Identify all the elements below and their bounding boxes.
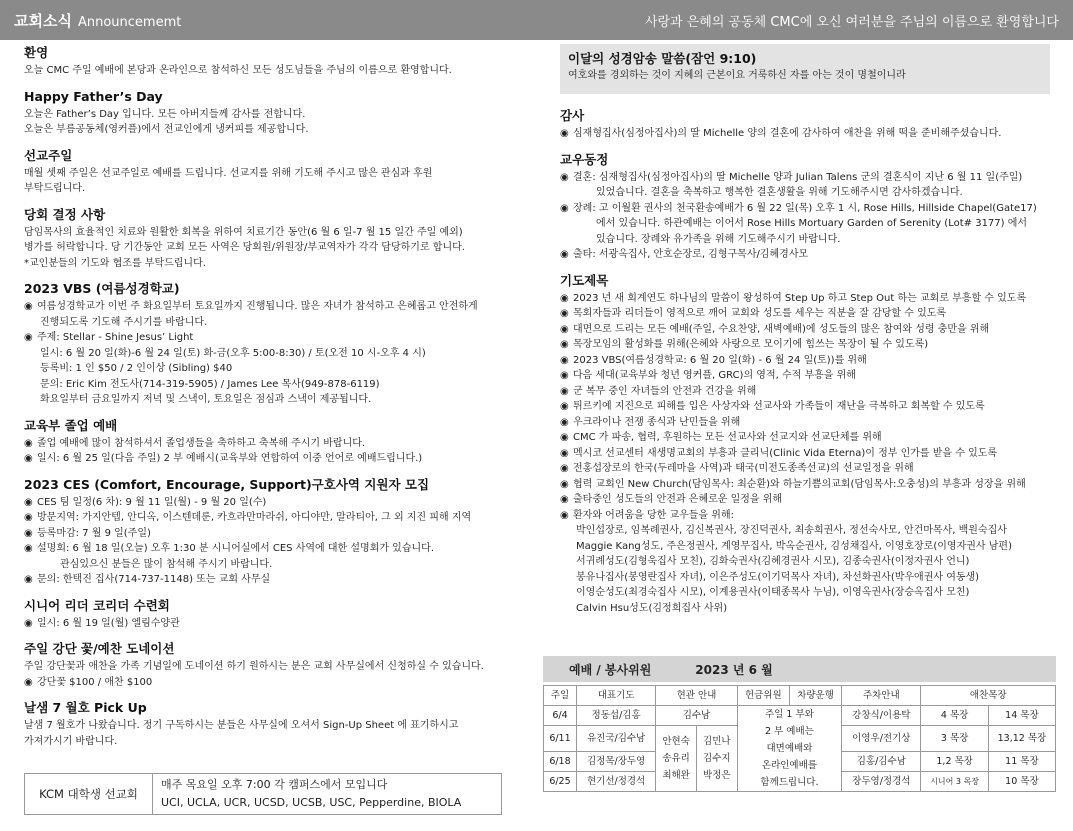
line-text: 목장모임의 활성화를 위해(은혜와 사랑으로 모이기에 힘쓰는 목장이 될 수 있도록) <box>573 339 929 350</box>
bullet-icon: ◉ <box>24 453 33 464</box>
line-text: 일시: 6 월 19 일(월) 엘림수양관 <box>37 617 180 629</box>
line-text: 2023 년 새 회계연도 하나님의 말씀이 왕성하여 Step Up 하고 Step Out 하는 교회로 부흥할 수 있도록 <box>573 292 1027 304</box>
section-line <box>24 616 524 632</box>
line-text: 날샘 7 월호가 나왔습니다. 정기 구독하시는 분들은 사무실에 오셔서 Sign-Up Sheet 에 표기하시고 <box>24 720 459 731</box>
bullet-icon: ◉ <box>560 308 569 319</box>
header-welcome: 사랑과 은혜의 공동체 CMC에 오신 여러분을 주님의 이름으로 환영합니다 <box>644 14 1059 30</box>
section-title: 주일 강단 꽃/예찬 도네이션 <box>24 641 175 656</box>
section-line <box>560 508 1060 524</box>
cell-date: 6/11 <box>544 726 577 752</box>
usher-name: 김민나 <box>703 736 731 747</box>
cell-meal1: 3 목장 <box>921 726 988 752</box>
section <box>24 476 524 588</box>
line-text: Calvin Hsu성도(김정희집사 사위) <box>576 602 728 614</box>
section <box>24 206 524 272</box>
right-column <box>560 107 1060 625</box>
section-line <box>560 322 1060 338</box>
kcm-label: KCM 대학생 선교회 <box>25 774 153 814</box>
cell-parking: 이영우/전기상 <box>842 726 921 752</box>
line-text: 군 복무 중인 자녀들의 안전과 건강을 위해 <box>573 385 757 397</box>
bullet-icon: ◉ <box>24 437 33 449</box>
bullet-icon: ◉ <box>24 574 33 585</box>
line-text: 문의: 한택진 집사(714-737-1148) 또는 교회 사무실 <box>37 574 271 585</box>
cell-meal1: 1,2 목장 <box>921 752 988 772</box>
section-line <box>24 225 524 241</box>
section <box>24 597 524 632</box>
bullet-icon: ◉ <box>560 432 569 443</box>
cell-parking: 강창식/이용탁 <box>842 706 921 726</box>
section <box>24 44 524 79</box>
section-line <box>24 541 524 557</box>
cell-meal2: 13,12 목장 <box>988 726 1055 752</box>
cell-parking: 장두영/정경석 <box>842 772 921 792</box>
cell-prayer: 정동섭/김홍 <box>576 706 655 726</box>
bullet-icon: ◉ <box>560 509 569 521</box>
th-parking: 주차안내 <box>842 686 921 706</box>
bullet-icon: ◉ <box>24 617 33 629</box>
offering-line: 온라인예배를 <box>761 760 817 771</box>
section <box>24 417 524 467</box>
bullet-icon: ◉ <box>24 676 33 688</box>
kcm-box <box>24 773 502 815</box>
th-meal: 애찬목장 <box>921 686 1056 706</box>
header-title <box>0 10 181 31</box>
section-line <box>560 216 1060 232</box>
bullet-icon: ◉ <box>560 370 569 381</box>
bullet-icon: ◉ <box>24 332 33 343</box>
line-text: 이영순성도(최경숙집사 시모), 이계용권사(이태종목사 누님), 이영옥권사(장승옥집사 모친) <box>576 587 970 598</box>
line-text: 결혼: 심재형집사(심정아집사)의 딸 Michelle 양과 Julian Talens 군의 결혼식이 지난 6 월 11 일(주일) <box>573 171 1023 183</box>
section-line <box>24 436 524 452</box>
bullet-icon: ◉ <box>24 496 33 508</box>
line-text: 가져가시기 바랍니다. <box>24 735 118 747</box>
section-line <box>24 718 524 734</box>
service-month: 2023 년 6 월 <box>695 662 773 677</box>
bullet-icon: ◉ <box>560 447 569 459</box>
cell-meal1: 시니어 3 목장 <box>921 772 988 792</box>
line-text: 에서 있습니다. 하관예배는 이어서 Rose Hills Mortuary Garden of Serenity (Lot# 3177) 에서 <box>596 218 1028 229</box>
line-text: 서귀례성도(김형욱집사 모친), 김화숙권사(김혜경권사 시모), 김종숙권사(이정자권사 언니) <box>576 556 970 567</box>
line-text: 있었습니다. 결혼을 축복하고 행복한 결혼생활을 위해 기도해주시면 감사하겠습니다. <box>596 187 963 198</box>
section <box>560 272 1060 617</box>
usher-name: 최해완 <box>662 770 690 781</box>
section-line <box>24 675 524 691</box>
th-offering: 헌금위원 <box>737 686 789 706</box>
section-title: 교우동정 <box>560 151 609 167</box>
verse-text: 여호와를 경외하는 것이 지혜의 근본이요 거룩하신 자를 아는 것이 명철이니라 <box>568 70 906 81</box>
cell-parking: 김홍/김수남 <box>842 752 921 772</box>
offering-line: 2 부 예배는 <box>765 726 814 737</box>
verse-title: 이달의 성경암송 말씀(잠언 9:10) <box>568 51 757 66</box>
section-title: 당회 결정 사항 <box>24 206 106 222</box>
section-line <box>24 495 524 511</box>
cell-meal2: 11 목장 <box>988 752 1055 772</box>
offering-line: 대면예배와 <box>766 743 813 754</box>
th-car: 차량운행 <box>789 686 841 706</box>
kcm-text <box>153 774 461 814</box>
section-line <box>560 570 1060 586</box>
section-line <box>24 107 524 123</box>
service-header <box>543 656 1056 682</box>
section-line <box>560 201 1060 217</box>
line-text: 협력 교회인 New Church(담임목사: 최순환)와 하늘기쁨의교회(담임목사:오충성)의 부흥과 성장을 위해 <box>573 478 1026 490</box>
bullet-icon: ◉ <box>560 128 569 139</box>
offering-line: 함께드립니다. <box>760 777 819 788</box>
section-line <box>560 430 1060 446</box>
table-row <box>544 706 1056 726</box>
section-line <box>560 384 1060 400</box>
section-line <box>560 306 1060 322</box>
header-title-en: Announcememt <box>77 14 182 30</box>
section-line <box>560 446 1060 462</box>
section-line <box>24 526 524 542</box>
cell-prayer: 유진국/김수남 <box>576 726 655 752</box>
line-text: 졸업 예배에 많이 참석하셔서 졸업생들을 축하하고 축복해 주시기 바랍니다. <box>37 437 366 449</box>
section-line <box>560 232 1060 248</box>
section-line <box>560 477 1060 493</box>
section-line <box>560 368 1060 384</box>
line-text: 봉유나집사(봉영란집사 자녀), 이은주성도(이기덕목사 자녀), 차선화권사(박우애권사 여동생) <box>576 571 980 583</box>
section-line <box>24 557 524 573</box>
line-text: 있습니다. 장례와 유가족을 위해 기도해주시기 바랍니다. <box>596 233 841 245</box>
section-title: 시니어 리더 코리더 수련회 <box>24 597 170 613</box>
section-line <box>24 256 524 272</box>
line-text: 부탁드립니다. <box>24 183 86 194</box>
bullet-icon: ◉ <box>560 323 569 335</box>
section-line <box>24 63 524 79</box>
usher-name: 송유리 <box>662 753 690 764</box>
line-text: 등록비: 1 인 $50 / 2 인이상 (Sibling) $40 <box>40 363 233 374</box>
line-text: 멕시코 선교센터 새생명교회의 부흥과 클리닉(Clinic Vida Eterna)이 정부 인가를 받을 수 있도록 <box>573 447 998 459</box>
line-text: 일시: 6 월 20 일(화)-6 월 24 일(토) 화-금(오후 5:00-8:30) / 토(오전 10 시-오후 4 시) <box>40 347 426 359</box>
line-text: 강단꽃 $100 / 애찬 $100 <box>37 676 153 688</box>
line-text: 출타: 서광옥집사, 안호순장로, 김형구목사/김혜경사모 <box>573 249 809 260</box>
section-title: 2023 VBS (여름성경학교) <box>24 281 180 296</box>
section-line <box>560 337 1060 353</box>
service-title: 예배 / 봉사위원 <box>569 662 652 677</box>
bullet-icon: ◉ <box>560 249 569 260</box>
section-line <box>24 181 524 197</box>
bullet-icon: ◉ <box>560 478 569 490</box>
cell-offering <box>737 706 842 792</box>
section-line <box>24 315 524 331</box>
cell-meal1: 4 목장 <box>921 706 988 726</box>
service-table <box>543 685 1056 792</box>
kcm-line1: 매주 목요일 오후 7:00 각 캠퍼스에서 모입니다 <box>161 778 388 791</box>
bullet-icon: ◉ <box>24 527 33 539</box>
line-text: *교인분들의 기도와 협조를 부탁드립니다. <box>24 257 206 269</box>
section <box>560 151 1060 263</box>
line-text: 문의: Eric Kim 전도사(714-319-5905) / James Lee 목사(949-878-6119) <box>40 378 380 390</box>
bullet-icon: ◉ <box>24 543 33 554</box>
section <box>24 699 524 749</box>
line-text: 방문지역: 가지안텝, 안디옥, 이스텐데룬, 카흐라만마라쉬, 아디야만, 말라티아, 그 외 지진 피해 지역 <box>37 512 472 523</box>
section-line <box>24 122 524 138</box>
section-line <box>560 247 1060 263</box>
left-column <box>24 44 524 758</box>
bullet-icon: ◉ <box>560 354 569 366</box>
line-text: 다음 세대(교육부와 청년 영커플, GRC)의 영적, 수적 부흥을 위해 <box>573 370 856 381</box>
section-line <box>24 346 524 362</box>
section-line <box>560 126 1060 142</box>
bullet-icon: ◉ <box>560 171 569 183</box>
section-line <box>24 166 524 182</box>
section-line <box>560 585 1060 601</box>
line-text: 환자와 어려움을 당한 교우들을 위해: <box>573 509 734 521</box>
cell-usher-b <box>696 726 737 792</box>
line-text: 전홍섭장로의 한국(두레마을 사역)과 태국(미전도종족선교)의 선교일정을 위해 <box>573 463 914 474</box>
bullet-icon: ◉ <box>560 463 569 474</box>
cell-date: 6/4 <box>544 706 577 726</box>
line-text: 출타중인 성도들의 안전과 은혜로운 일정을 위해 <box>573 494 783 505</box>
line-text: CMC 가 파송, 협력, 후원하는 모든 선교사와 선교지와 선교단체를 위해 <box>573 432 882 443</box>
cell-date: 6/25 <box>544 772 577 792</box>
section-line <box>560 170 1060 186</box>
line-text: 튀르키예 지진으로 피해를 입은 사상자와 선교사와 가족들이 재난을 극복하고 회복할 수 있도록 <box>573 401 985 412</box>
line-text: Maggie Kang성도, 주은정권사, 계영무집사, 박옥순권사, 김성채집사, 이영호장로(이영자권사 남편) <box>576 540 1012 552</box>
th-usher: 현관 안내 <box>656 686 737 706</box>
section-title: Happy Father’s Day <box>24 88 163 104</box>
section-line <box>560 415 1060 431</box>
line-text: 여름성경학교가 이번 주 화요일부터 토요일까지 진행됩니다. 많은 자녀가 참석하고 은혜롭고 안전하게 <box>37 301 478 312</box>
line-text: 오늘은 Father’s Day 입니다. 모든 아버지들께 감사를 전합니다. <box>24 108 306 120</box>
line-text: 일시: 6 월 25 일(다음 주일) 2 부 예배시(교육부와 연합하여 이중 언어로 예배드립니다.) <box>37 453 423 464</box>
section-line <box>560 185 1060 201</box>
line-text: 등록마감: 7 월 9 일(주일) <box>37 527 151 539</box>
section-line <box>560 461 1060 477</box>
line-text: 병가를 허락합니다. 당 기간동안 교회 모든 사역은 당회원/위원장/부교역자가 각각 담당하기로 합니다. <box>24 242 465 253</box>
section-line <box>560 523 1060 539</box>
usher-name: 박정은 <box>703 770 731 781</box>
kcm-line2: UCI, UCLA, UCR, UCSD, UCSB, USC, Pepperdine, BIOLA <box>161 796 462 809</box>
section <box>24 280 524 408</box>
section-line <box>24 240 524 256</box>
section-line <box>24 510 524 526</box>
section-line <box>560 601 1060 617</box>
section-title: 선교주일 <box>24 147 73 163</box>
header-bar <box>0 0 1073 40</box>
offering-line: 주일 1 부와 <box>765 709 814 720</box>
section-line <box>560 492 1060 508</box>
section-line <box>560 353 1060 369</box>
section-line <box>24 392 524 408</box>
section-line <box>24 734 524 750</box>
section-title: 날샘 7 월호 Pick Up <box>24 700 147 715</box>
section <box>24 640 524 690</box>
bullet-icon: ◉ <box>560 292 569 304</box>
line-text: 주일 강단꽃과 애찬을 가족 기념일에 도네이션 하기 원하시는 분은 교회 사무실에서 신청하실 수 있습니다. <box>24 661 484 672</box>
line-text: 장례: 고 이월환 권사의 천국환송예배가 6 월 22 일(목) 오후 1 시, Rose Hills, Hillside Chapel(Gate17) <box>573 202 1037 214</box>
line-text: CES 팀 일정(6 차): 9 월 11 일(월) - 9 월 20 일(수) <box>37 496 267 508</box>
line-text: 오늘은 부름공동체(영커플)에서 전교인에게 냉커피를 제공합니다. <box>24 124 309 135</box>
section-line <box>560 539 1060 555</box>
cell-usher-a <box>656 726 697 792</box>
line-text: 심재형집사(심정아집사)의 딸 Michelle 양의 결혼에 감사하여 애찬을 위해 떡을 준비해주셨습니다. <box>573 128 1002 139</box>
cell-meal2: 10 목장 <box>988 772 1055 792</box>
section-line <box>560 291 1060 307</box>
bullet-icon: ◉ <box>24 512 33 523</box>
line-text: 목회자들과 리더들이 영적으로 깨어 교회와 성도를 세우는 직분을 잘 감당할 수 있도록 <box>573 308 947 319</box>
line-text: 주제: Stellar - Shine Jesus’ Light <box>37 332 194 343</box>
bullet-icon: ◉ <box>560 202 569 214</box>
verse-box <box>560 44 1050 94</box>
line-text: 설명회: 6 월 18 일(오늘) 오후 1:30 분 시니어실에서 CES 사역에 대한 설명회가 있습니다. <box>37 543 435 554</box>
header-title-ko: 교회소식 <box>14 11 72 30</box>
section <box>24 147 524 197</box>
bullet-icon: ◉ <box>560 401 569 412</box>
section-line <box>24 361 524 377</box>
line-text: 진행되도록 기도해 주시기를 바랍니다. <box>40 316 208 328</box>
line-text: 관심있으신 분들은 많이 참석해 주시기 바랍니다. <box>60 558 273 570</box>
service-header-row <box>544 686 1056 706</box>
line-text: 대면으로 드리는 모든 예배(주일, 수요찬양, 새벽예배)에 성도들의 많은 참여와 성령 충만을 위해 <box>573 323 990 335</box>
line-text: 2023 VBS(여름성경학교: 6 월 20 일(화) - 6 월 24 일(토))를 위해 <box>573 354 867 366</box>
line-text: 담임목사의 효율적인 치료와 원활한 회복을 위하여 치료기간 동안(6 월 6 일-7 월 15 일간 주일 예외) <box>24 226 463 238</box>
section <box>560 107 1060 142</box>
cell-prayer: 현기선/정경석 <box>576 772 655 792</box>
line-text: 박인섭장로, 임복례권사, 김신복권사, 장진덕권사, 최송희권사, 정선숙사모, 안건마목사, 백원숙집사 <box>576 525 1007 536</box>
section-title: 2023 CES (Comfort, Encourage, Support)구호사역 지원자 모집 <box>24 476 430 492</box>
section-line <box>24 299 524 315</box>
section-line <box>24 377 524 393</box>
usher-name: 안현숙 <box>662 736 690 747</box>
section-line <box>24 659 524 675</box>
cell-usher: 김수남 <box>656 706 737 726</box>
th-prayer: 대표기도 <box>576 686 655 706</box>
line-text: 매월 셋째 주일은 선교주일로 예배를 드립니다. 선교지를 위해 기도해 주시고 많은 관심과 후원 <box>24 167 433 179</box>
line-text: 오늘 CMC 주일 예배에 본당과 온라인으로 참석하신 모든 성도님들을 주님의 이름으로 환영합니다. <box>24 65 452 76</box>
bullet-icon: ◉ <box>560 385 569 397</box>
cell-date: 6/18 <box>544 752 577 772</box>
cell-meal2: 14 목장 <box>988 706 1055 726</box>
bullet-icon: ◉ <box>24 301 33 312</box>
section-line <box>24 572 524 588</box>
line-text: 우크라이나 전쟁 종식과 난민들을 위해 <box>573 416 741 428</box>
section-title: 감사 <box>560 108 585 123</box>
section-title: 기도제목 <box>560 272 609 288</box>
section-title: 환영 <box>24 45 49 60</box>
bullet-icon: ◉ <box>560 416 569 428</box>
bullet-icon: ◉ <box>560 494 569 505</box>
section <box>24 88 524 138</box>
th-date: 주일 <box>544 686 577 706</box>
section-line <box>24 330 524 346</box>
section-line <box>560 399 1060 415</box>
section-line <box>24 451 524 467</box>
bullet-icon: ◉ <box>560 339 569 350</box>
section-line <box>560 554 1060 570</box>
line-text: 화요일부터 금요일까지 저녁 및 스낵이, 토요일은 점심과 스낵이 제공됩니다. <box>40 394 372 405</box>
cell-prayer: 김정목/장두영 <box>576 752 655 772</box>
usher-name: 김수지 <box>703 753 731 764</box>
section-title: 교육부 졸업 예배 <box>24 417 118 433</box>
